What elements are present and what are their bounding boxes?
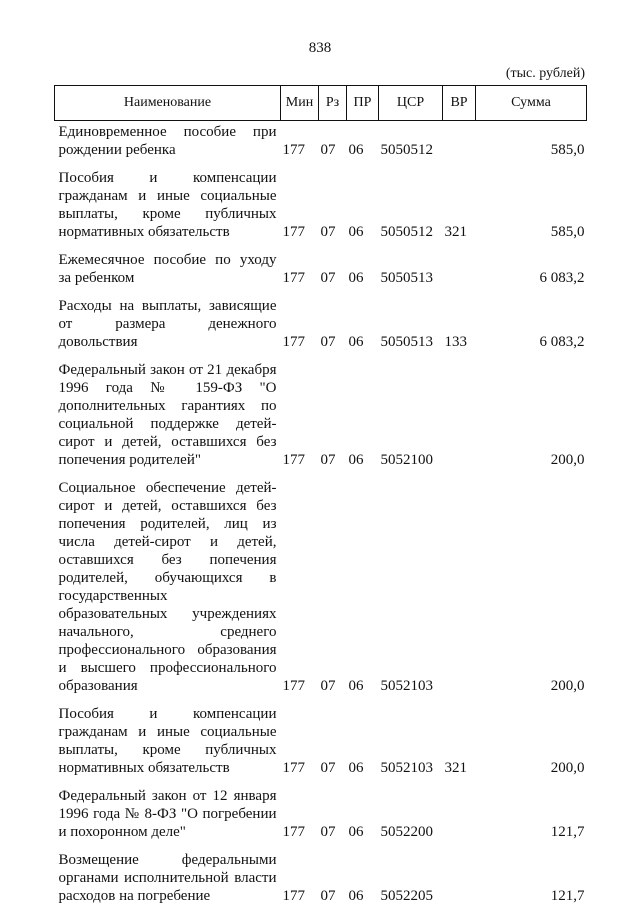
row-name: Федеральный закон от 12 января 1996 года № 8-ФЗ "О погребении и похоронном деле" (58, 788, 277, 840)
row-name: Пособия и компенсации гражданам и иные социальные выплаты, кроме публичных нормативных обязательств (58, 706, 277, 776)
row-csr: 5052100 (380, 452, 433, 468)
row-min: 177 (282, 270, 305, 286)
table-row (55, 703, 587, 785)
row-name: Возмещение федеральными органами исполнительной власти расходов на погребение (58, 852, 277, 904)
row-sum: 585,0 (550, 142, 585, 158)
row-pr: 06 (348, 888, 364, 904)
table-row (55, 785, 587, 849)
row-rz: 07 (320, 270, 336, 286)
row-sum: 6 083,2 (539, 334, 585, 350)
table-header-row (55, 86, 587, 121)
row-vr: 133 (444, 334, 467, 350)
row-name: Социальное обеспечение детей-сирот и детей, оставшихся без попечения родителей, лиц из числа детей-сирот и детей, оставшихся без попечения родителей, обучающихся в государственных образовательных учреждениях начального, среднего профессионального образования и высшего профессионального образования (58, 480, 277, 694)
row-sum: 585,0 (550, 224, 585, 240)
row-vr: 321 (444, 760, 467, 776)
header-csr: ЦСР (379, 86, 443, 121)
row-pr: 06 (348, 760, 364, 776)
table-row (55, 359, 587, 477)
row-pr: 06 (348, 224, 364, 240)
row-pr: 06 (348, 334, 364, 350)
table-row (55, 121, 587, 168)
row-pr: 06 (348, 824, 364, 840)
row-rz: 07 (320, 334, 336, 350)
row-min: 177 (282, 452, 305, 468)
row-vr (443, 121, 476, 168)
row-min: 177 (282, 760, 305, 776)
row-sum: 200,0 (550, 760, 585, 776)
table-row (55, 167, 587, 249)
row-csr: 5050512 (380, 224, 433, 240)
page-number: 838 (308, 40, 332, 56)
row-csr: 5052200 (380, 824, 433, 840)
row-min: 177 (282, 888, 305, 904)
row-vr (443, 359, 476, 477)
table-row (55, 849, 587, 913)
row-name: Федеральный закон от 21 декабря 1996 года № 159-ФЗ "О дополнительных гарантиях по социальной поддержке детей-сирот и детей, оставшихся без попечения родителей" (58, 362, 277, 468)
header-vr: ВР (443, 86, 476, 121)
header-sum: Сумма (476, 86, 587, 121)
row-csr: 5050513 (380, 334, 433, 350)
row-min: 177 (282, 824, 305, 840)
header-rz: Рз (319, 86, 347, 121)
row-rz: 07 (320, 678, 336, 694)
row-name: Единовременное пособие при рождении ребенка (58, 124, 277, 158)
row-pr: 06 (348, 270, 364, 286)
table-row (55, 477, 587, 703)
row-sum: 200,0 (550, 452, 585, 468)
row-vr (443, 849, 476, 913)
table-row (55, 295, 587, 359)
row-rz: 07 (320, 824, 336, 840)
row-name: Ежемесячное пособие по уходу за ребенком (58, 252, 277, 286)
units-label: (тыс. рублей) (505, 66, 585, 81)
row-vr (443, 477, 476, 703)
budget-table (54, 85, 587, 913)
row-rz: 07 (320, 142, 336, 158)
row-name: Расходы на выплаты, зависящие от размера денежного довольствия (58, 298, 277, 350)
row-vr (443, 785, 476, 849)
row-min: 177 (282, 334, 305, 350)
row-csr: 5050512 (380, 142, 433, 158)
row-min: 177 (282, 142, 305, 158)
row-sum: 121,7 (550, 824, 585, 840)
row-pr: 06 (348, 142, 364, 158)
row-csr: 5052103 (380, 760, 433, 776)
row-rz: 07 (320, 224, 336, 240)
row-sum: 6 083,2 (539, 270, 585, 286)
row-rz: 07 (320, 452, 336, 468)
row-vr: 321 (444, 224, 467, 240)
row-min: 177 (282, 678, 305, 694)
row-pr: 06 (348, 452, 364, 468)
row-csr: 5052205 (380, 888, 433, 904)
header-name: Наименование (55, 86, 281, 121)
row-pr: 06 (348, 678, 364, 694)
table-row (55, 249, 587, 295)
row-sum: 200,0 (550, 678, 585, 694)
row-min: 177 (282, 224, 305, 240)
row-name: Пособия и компенсации гражданам и иные социальные выплаты, кроме публичных нормативных обязательств (58, 170, 277, 240)
row-csr: 5052103 (380, 678, 433, 694)
row-csr: 5050513 (380, 270, 433, 286)
row-vr (443, 249, 476, 295)
row-sum: 121,7 (550, 888, 585, 904)
row-rz: 07 (320, 760, 336, 776)
row-rz: 07 (320, 888, 336, 904)
header-pr: ПР (347, 86, 379, 121)
header-min: Мин (281, 86, 319, 121)
